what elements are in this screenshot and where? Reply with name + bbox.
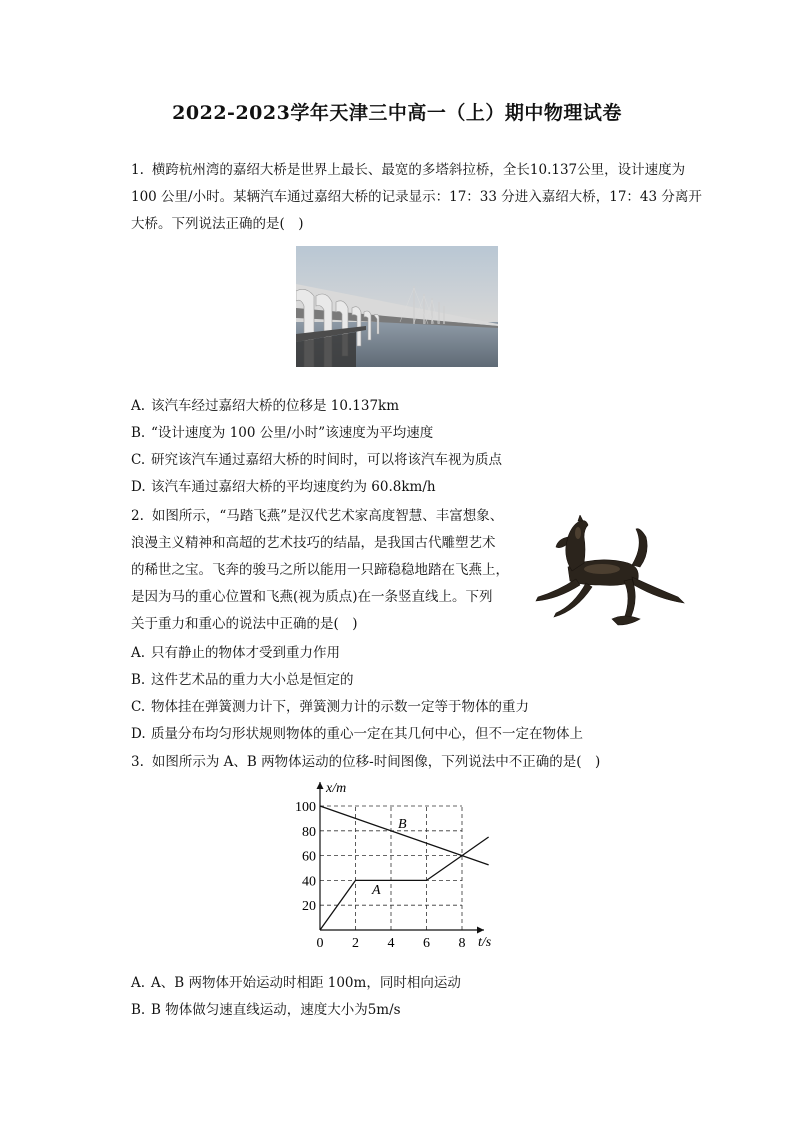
q1-option-a: A. 该汽车经过嘉绍大桥的位移是 10.137km	[131, 398, 400, 414]
x-axis-label: t/s	[478, 935, 492, 950]
y-tick-label: 40	[302, 874, 316, 890]
series-a-extension	[462, 837, 489, 856]
q2-option-b: B. 这件艺术品的重力大小总是恒定的	[131, 672, 354, 688]
x-tick-label: 0	[316, 936, 324, 951]
q1-line-2: 100 公里/小时。某辆汽车通过嘉绍大桥的记录显示：17：33 分进入嘉绍大桥，17：43 分离开	[131, 189, 702, 205]
bridge-photo	[296, 246, 498, 371]
x-tick-label: 6	[423, 936, 430, 951]
q1-option-d: D. 该汽车通过嘉绍大桥的平均速度约为 60.8km/h	[131, 479, 436, 495]
q2-option-c: C. 物体挂在弹簧测力计下，弹簧测力计的示数一定等于物体的重力	[131, 699, 529, 715]
q1-line-1: 1. 横跨杭州湾的嘉绍大桥是世界上最长、最宽的多塔斜拉桥，全长10.137公里，设计速度为	[131, 162, 686, 178]
y-tick-label: 20	[302, 899, 316, 915]
q1-number: 1.	[131, 162, 144, 178]
x-tick-label: 8	[458, 936, 466, 951]
page-title: 2022-2023学年天津三中高一（上）期中物理试卷	[172, 102, 622, 124]
series-b-line	[320, 806, 489, 865]
series-label-b: B	[398, 817, 407, 832]
x-tick-label: 2	[352, 936, 359, 951]
q2-line-1: 2. 如图所示，“马踏飞燕”是汉代艺术家高度智慧、丰富想象、	[131, 508, 504, 524]
y-axis-label: x/m	[326, 781, 347, 796]
y-tick-label: 100	[295, 800, 316, 815]
y-tick-label: 80	[302, 824, 316, 840]
y-tick-label: 60	[302, 849, 316, 865]
q1-option-b: B. “设计速度为 100 公里/小时”该速度为平均速度	[131, 425, 434, 441]
x-tick-label: 4	[387, 936, 395, 951]
q2-line-5: 关于重力和重心的说法中正确的是( )	[131, 616, 358, 632]
flying-horse-sculpture	[528, 515, 692, 639]
q3-option-a: A. A、B 两物体开始运动时相距 100m，同时相向运动	[131, 975, 461, 991]
q3-number: 3.	[131, 754, 144, 770]
q2-line-2: 浪漫主义精神和高超的艺术技巧的结晶，是我国古代雕塑艺术	[131, 535, 496, 551]
q2-number: 2.	[131, 508, 144, 524]
q2-option-a: A. 只有静止的物体才受到重力作用	[131, 645, 340, 661]
q2-option-d: D. 质量分布均匀形状规则物体的重心一定在其几何中心，但不一定在物体上	[131, 726, 583, 742]
q3-line-1: 3. 如图所示为 A、B 两物体运动的位移-时间图像，下列说法中不正确的是( )	[131, 754, 601, 770]
displacement-time-chart	[288, 776, 508, 956]
q2-line-4: 是因为马的重心位置和飞燕(视为质点)在一条竖直线上。下列	[131, 589, 493, 605]
q2-line-3: 的稀世之宝。飞奔的骏马之所以能用一只蹄稳稳地踏在飞燕上，	[131, 562, 509, 578]
q1-option-c: C. 研究该汽车通过嘉绍大桥的时间时，可以将该汽车视为质点	[131, 452, 502, 468]
q1-line-3: 大桥。下列说法正确的是( )	[131, 216, 304, 232]
q3-option-b: B. B 物体做匀速直线运动，速度大小为5m/s	[131, 1002, 401, 1018]
series-label-a: A	[372, 883, 381, 898]
